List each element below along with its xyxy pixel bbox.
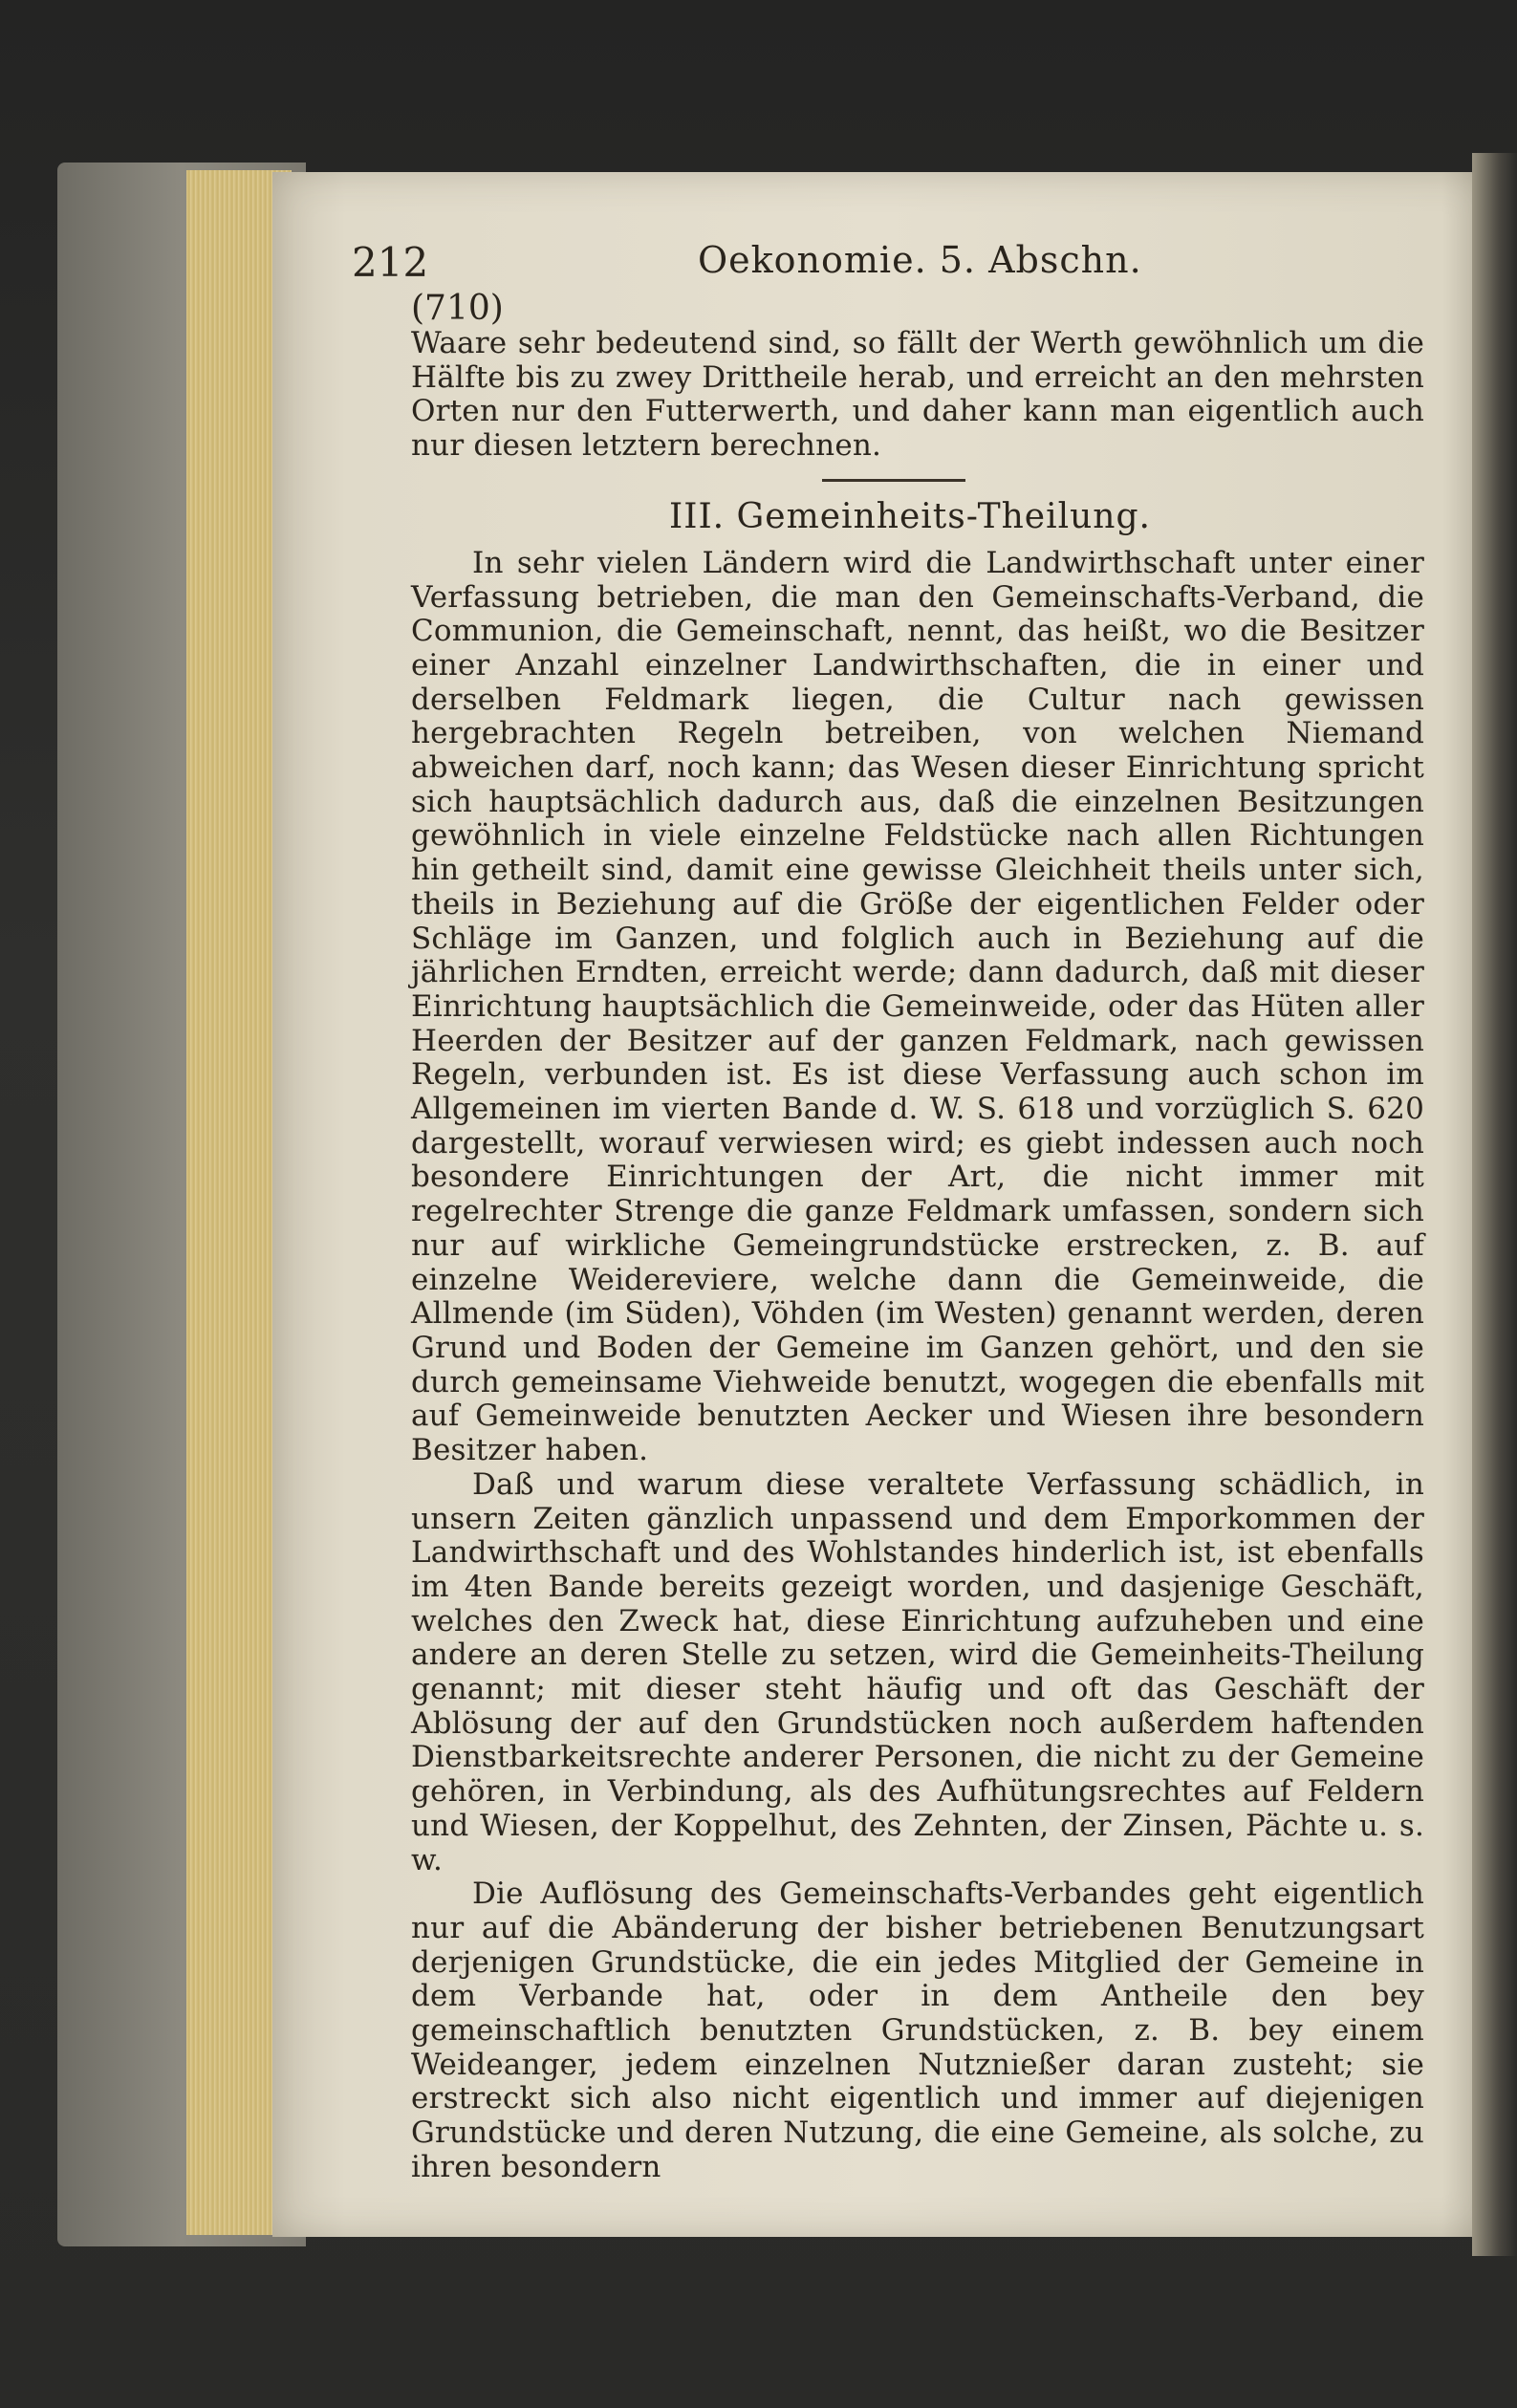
running-title: Oekonomie. 5. Abschn. xyxy=(698,239,1142,281)
page-number: 212 xyxy=(352,239,429,286)
section-heading: III. Gemeinheits-Theilung. xyxy=(669,496,1151,536)
paragraph-3: Daß und warum diese veraltete Verfassung schädlich, in unsern Zeiten gänzlich unpassend und dem Emporkommen der Landwirthschaft und des Wohlstandes hinderlich ist, ist ebenfalls im 4ten Bande bereits gezeigt worden, und dasjenige Geschäft, welches den Zweck hat, diese Einrichtung aufzuheben und eine andere an deren Stelle zu setzen, wird die Gemeinheits-Theilung genannt; mit dieser steht häufig und oft das Geschäft der Ablösung der auf den Grundstücken noch außerdem haftenden Dienstbarkeitsrechte anderer Personen, die nicht zu der Gemeine gehören, in Verbindung, als des Aufhütungsrechtes auf Feldern und Wiesen, der Koppelhut, des Zehnten, der Zinsen, Pächte u. s. w. xyxy=(411,1466,1424,1877)
paragraph-4: Die Auflösung des Gemeinschafts-Verbandes geht eigentlich nur auf die Abänderung der bisher betriebenen Benutzungsart derjenigen Grundstücke, die ein jedes Mitglied der Gemeine in dem Verbande hat, oder in dem Antheile den bey gemeinschaftlich benutzten Grundstücken, z. B. bey einem Weideanger, jedem einzelnen Nutznießer daran zusteht; sie erstreckt sich also nicht eigentlich und immer auf diejenigen Grundstücke und deren Nutzung, die eine Gemeine, als solche, zu ihren besondern xyxy=(411,1877,1424,2184)
right-page-edge xyxy=(1472,153,1517,2256)
page-text xyxy=(352,239,1424,2185)
paragraph-1: Waare sehr bedeutend sind, so fällt der Werth gewöhnlich um die Hälfte bis zu zwey Drittheile herab, und erreicht an den mehrsten Orten nur den Futterwerth, und daher kann man eigentlich auch nur diesen letztern berechnen. xyxy=(411,326,1424,464)
signature-mark: (710) xyxy=(411,289,504,328)
paragraph-2: In sehr vielen Ländern wird die Landwirthschaft unter einer Verfassung betrieben, die man den Gemeinschafts-Verband, die Communion, die Gemeinschaft, nennt, das heißt, wo die Besitzer einer Anzahl einzelner Landwirthschaften, die in einer und derselben Feldmark liegen, die Cultur nach gewissen hergebrachten Regeln betreiben, von welchen Niemand abweichen darf, noch kann; das Wesen dieser Einrichtung spricht sich hauptsächlich dadurch aus, daß die einzelnen Besitzungen gewöhnlich in viele einzelne Feldstücke nach allen Richtungen hin getheilt sind, damit eine gewisse Gleichheit theils unter sich, theils in Beziehung auf die Größe der eigentlichen Felder oder Schläge im Ganzen, und folglich auch in Beziehung auf die jährlichen Erndten, erreicht werde; dann dadurch, daß mit dieser Einrichtung hauptsächlich die Gemeinweide, oder das Hüten aller Heerden der Besitzer auf der ganzen Feldmark, nach gewissen Regeln, verbunden ist. Es ist diese Verfassung auch schon im Allgemeinen im vierten Bande d. W. S. 618 und vorzüglich S. 620 dargestellt, worauf verwiesen wird; es giebt indessen auch noch besondere Einrichtungen der Art, die nicht immer mit regelrechter Strenge die ganze Feldmark umfassen, sondern sich nur auf wirkliche Gemeingrundstücke erstrecken, z. B. auf einzelne Weidereviere, welche dann die Gemeinweide, die Allmende (im Süden), Vöhden (im Westen) genannt werden, deren Grund und Boden der Gemeine im Ganzen gehört, und den sie durch gemeinsame Viehweide benutzt, wogegen die ebenfalls mit auf Gemeinweide benutzten Aecker und Wiesen ihre besondern Besitzer haben. xyxy=(411,545,1424,1468)
section-rule xyxy=(822,479,965,482)
page-header xyxy=(352,239,1424,287)
